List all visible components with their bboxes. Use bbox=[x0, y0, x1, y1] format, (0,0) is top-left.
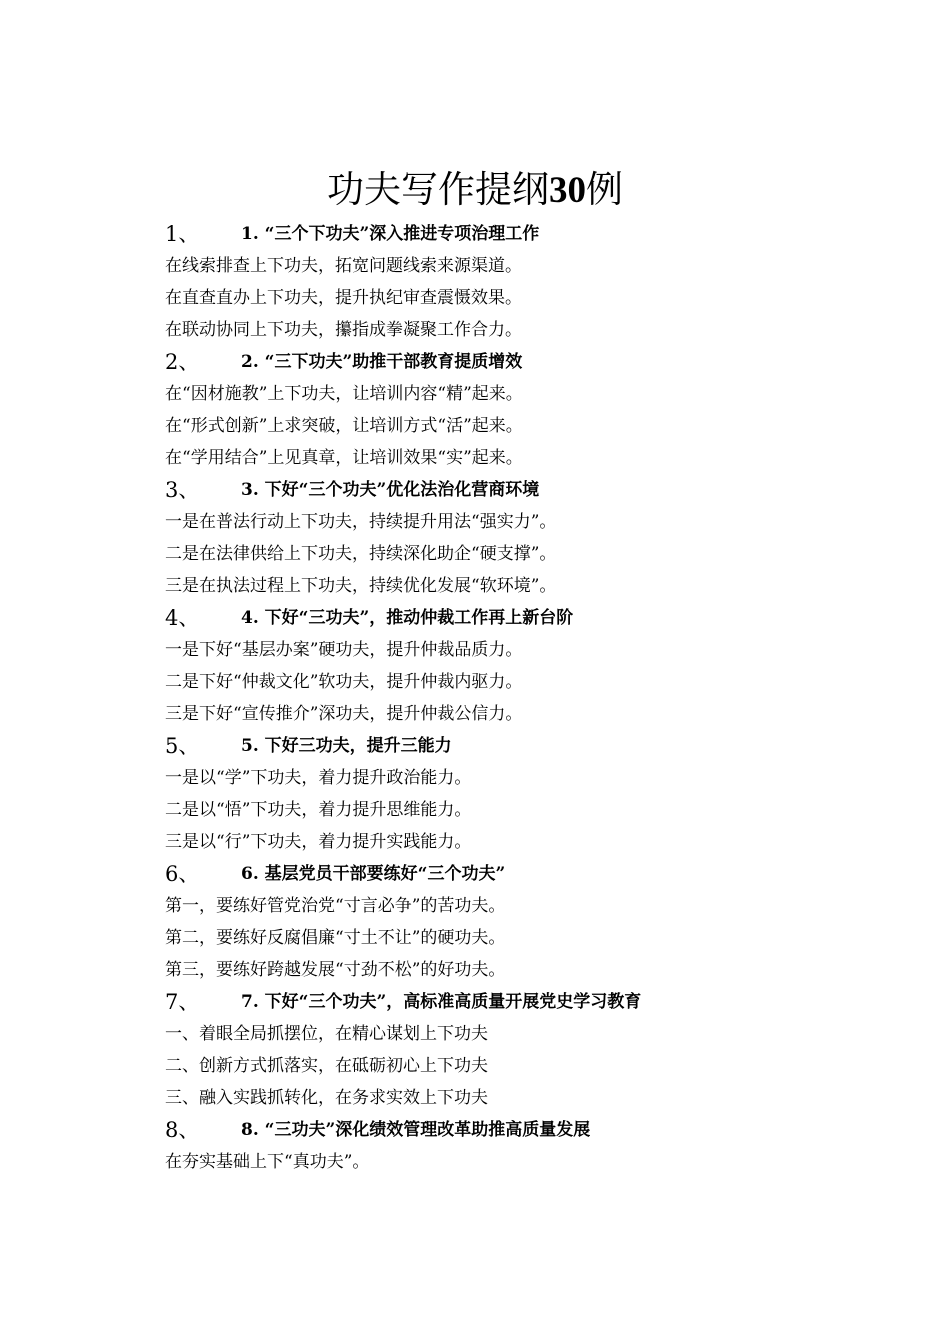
section-heading bbox=[165, 986, 885, 1018]
section-title: 6. 基层党员干部要练好“三个功夫” bbox=[241, 864, 506, 884]
section-heading bbox=[165, 730, 885, 762]
outline-line: 三、融入实践抓转化，在务求实效上下功夫 bbox=[165, 1088, 488, 1108]
section-title: 2. “三下功夫”助推干部教育提质增效 bbox=[241, 352, 523, 372]
title-number: 30 bbox=[549, 170, 586, 211]
outline-line: 三是以“行”下功夫，着力提升实践能力。 bbox=[165, 832, 472, 852]
outline-line: 二是在法律供给上下功夫，持续深化助企“硬支撑”。 bbox=[165, 544, 557, 564]
outline-line: 第三，要练好跨越发展“寸劲不松”的好功夫。 bbox=[165, 960, 506, 980]
outline-section bbox=[165, 218, 885, 346]
outline-line: 一是以“学”下功夫，着力提升政治能力。 bbox=[165, 768, 472, 788]
outline-line: 在直查直办上下功夫，提升执纪审查震慑效果。 bbox=[165, 288, 522, 308]
outline-section bbox=[165, 858, 885, 986]
outline-line: 三是下好“宣传推介”深功夫，提升仲裁公信力。 bbox=[165, 704, 523, 724]
title-tail: 例 bbox=[586, 168, 623, 211]
section-index: 5、 bbox=[165, 734, 200, 758]
section-index: 3、 bbox=[165, 478, 200, 502]
outline-line: 二、创新方式抓落实，在砥砺初心上下功夫 bbox=[165, 1056, 488, 1076]
outline-line: 在“因材施教”上下功夫，让培训内容“精”起来。 bbox=[165, 384, 523, 404]
outline-line: 二是以“悟”下功夫，着力提升思维能力。 bbox=[165, 800, 472, 820]
outline-line: 一是下好“基层办案”硬功夫，提升仲裁品质力。 bbox=[165, 640, 523, 660]
outline-line: 在“学用结合”上见真章，让培训效果“实”起来。 bbox=[165, 448, 523, 468]
document-title bbox=[0, 164, 950, 217]
section-heading bbox=[165, 858, 885, 890]
outline-line: 一、着眼全局抓摆位，在精心谋划上下功夫 bbox=[165, 1024, 488, 1044]
document-body bbox=[165, 218, 885, 1178]
section-heading bbox=[165, 218, 885, 250]
outline-section bbox=[165, 1114, 885, 1178]
outline-line: 在线索排查上下功夫，拓宽问题线索来源渠道。 bbox=[165, 256, 522, 276]
section-heading bbox=[165, 602, 885, 634]
title-main: 功夫写作提纲 bbox=[327, 168, 549, 211]
section-title: 4. 下好“三功夫”，推动仲裁工作再上新台阶 bbox=[241, 608, 574, 628]
outline-section bbox=[165, 346, 885, 474]
section-heading bbox=[165, 1114, 885, 1146]
section-index: 4、 bbox=[165, 606, 200, 630]
outline-section bbox=[165, 986, 885, 1114]
outline-line: 在联动协同上下功夫，攥指成拳凝聚工作合力。 bbox=[165, 320, 522, 340]
section-title: 8. “三功夫”深化绩效管理改革助推高质量发展 bbox=[241, 1120, 591, 1140]
outline-line: 第二，要练好反腐倡廉“寸土不让”的硬功夫。 bbox=[165, 928, 506, 948]
outline-section bbox=[165, 474, 885, 602]
outline-section bbox=[165, 730, 885, 858]
section-title: 1. “三个下功夫”深入推进专项治理工作 bbox=[241, 224, 540, 244]
outline-line: 在“形式创新”上求突破，让培训方式“活”起来。 bbox=[165, 416, 523, 436]
section-heading bbox=[165, 474, 885, 506]
section-index: 2、 bbox=[165, 350, 200, 374]
section-title: 5. 下好三功夫，提升三能力 bbox=[241, 736, 452, 756]
section-heading bbox=[165, 346, 885, 378]
section-index: 1、 bbox=[165, 222, 200, 246]
section-index: 8、 bbox=[165, 1118, 200, 1142]
outline-line: 第一，要练好管党治党“寸言必争”的苦功夫。 bbox=[165, 896, 506, 916]
section-title: 7. 下好“三个功夫”，高标准高质量开展党史学习教育 bbox=[241, 992, 642, 1012]
outline-section bbox=[165, 602, 885, 730]
outline-line: 三是在执法过程上下功夫，持续优化发展“软环境”。 bbox=[165, 576, 557, 596]
outline-line: 在夯实基础上下“真功夫”。 bbox=[165, 1152, 370, 1172]
section-index: 6、 bbox=[165, 862, 200, 886]
section-title: 3. 下好“三个功夫”优化法治化营商环境 bbox=[241, 480, 540, 500]
section-index: 7、 bbox=[165, 990, 200, 1014]
outline-line: 一是在普法行动上下功夫，持续提升用法“强实力”。 bbox=[165, 512, 557, 532]
outline-line: 二是下好“仲裁文化”软功夫，提升仲裁内驱力。 bbox=[165, 672, 523, 692]
